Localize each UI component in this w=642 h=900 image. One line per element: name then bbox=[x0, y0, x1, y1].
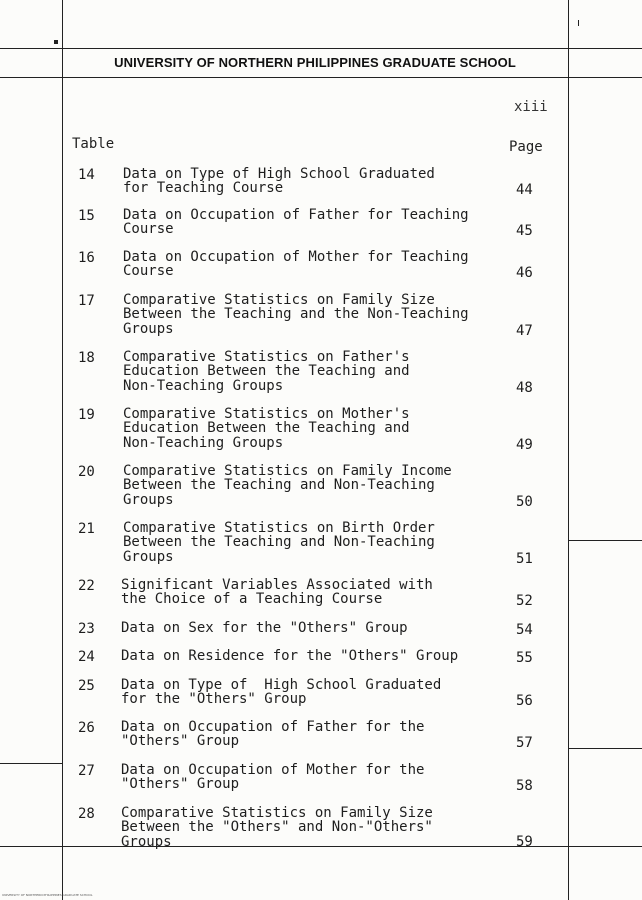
table-title: Data on Occupation of Mother for Teaching Course bbox=[123, 249, 469, 280]
page-ref: 57 bbox=[516, 735, 533, 751]
left-rule-lower bbox=[0, 763, 62, 764]
table-number: 19 bbox=[78, 407, 95, 423]
table-title: Data on Occupation of Father for the "Others" Group bbox=[121, 719, 425, 750]
table-title: Data on Type of High School Graduated for Teaching Course bbox=[123, 166, 435, 197]
page-ref: 56 bbox=[516, 693, 533, 709]
table-title: Comparative Statistics on Birth Order Between the Teaching and Non-Teaching Groups bbox=[123, 520, 435, 565]
scan-speck bbox=[54, 40, 58, 44]
page-ref: 50 bbox=[516, 494, 533, 510]
page-ref: 55 bbox=[516, 650, 533, 666]
page-ref: 54 bbox=[516, 622, 533, 638]
table-number: 17 bbox=[78, 293, 95, 309]
scan-speck bbox=[578, 20, 579, 26]
table-number: 14 bbox=[78, 167, 95, 183]
page-ref: 46 bbox=[516, 265, 533, 281]
page-ref: 58 bbox=[516, 778, 533, 794]
page-ref: 48 bbox=[516, 380, 533, 396]
table-number: 21 bbox=[78, 521, 95, 537]
page-column-heading: Page bbox=[509, 139, 543, 155]
page-ref: 49 bbox=[516, 437, 533, 453]
right-rule-lower bbox=[568, 748, 642, 749]
table-title: Comparative Statistics on Mother's Education Between the Teaching and Non-Teaching Groups bbox=[123, 406, 410, 451]
table-number: 27 bbox=[78, 763, 95, 779]
table-title: Comparative Statistics on Family Income Between the Teaching and Non-Teaching Groups bbox=[123, 463, 452, 508]
table-title: Comparative Statistics on Family Size Between the "Others" and Non-"Others" Groups bbox=[121, 805, 433, 850]
page-ref: 45 bbox=[516, 223, 533, 239]
page-ref: 59 bbox=[516, 834, 533, 850]
table-title: Data on Residence for the "Others" Group bbox=[121, 648, 459, 664]
table-number: 26 bbox=[78, 720, 95, 736]
table-title: Data on Type of High School Graduated for the "Others" Group bbox=[121, 677, 442, 708]
table-title: Comparative Statistics on Family Size Between the Teaching and the Non-Teaching Groups bbox=[123, 292, 469, 337]
table-number: 20 bbox=[78, 464, 95, 480]
table-number: 25 bbox=[78, 678, 95, 694]
table-number: 15 bbox=[78, 208, 95, 224]
table-column-heading: Table bbox=[72, 136, 115, 152]
left-margin-line bbox=[62, 0, 63, 900]
page-ref: 44 bbox=[516, 182, 533, 198]
table-title: Data on Occupation of Mother for the "Others" Group bbox=[121, 762, 425, 793]
table-title: Comparative Statistics on Father's Education Between the Teaching and Non-Teaching Groups bbox=[123, 349, 410, 394]
table-number: 23 bbox=[78, 621, 95, 637]
header-bottom-rule bbox=[0, 77, 642, 78]
page-ref: 52 bbox=[516, 593, 533, 609]
table-title: Data on Occupation of Father for Teaching Course bbox=[123, 207, 469, 238]
page-ref: 47 bbox=[516, 323, 533, 339]
right-margin-line bbox=[568, 0, 569, 900]
table-number: 22 bbox=[78, 578, 95, 594]
page-ref: 51 bbox=[516, 551, 533, 567]
right-rule-upper bbox=[568, 540, 642, 541]
table-number: 16 bbox=[78, 250, 95, 266]
table-title: Significant Variables Associated with the Choice of a Teaching Course bbox=[121, 577, 433, 608]
table-number: 18 bbox=[78, 350, 95, 366]
table-number: 28 bbox=[78, 806, 95, 822]
header-top-rule bbox=[0, 48, 642, 49]
page-number: xiii bbox=[514, 99, 548, 115]
table-title: Data on Sex for the "Others" Group bbox=[121, 620, 408, 636]
table-number: 24 bbox=[78, 649, 95, 665]
scan-microtext: UNIVERSITY OF NORTHERN PHILIPPINES GRADUATE SCHOOL bbox=[2, 893, 93, 897]
page-header: UNIVERSITY OF NORTHERN PHILIPPINES GRADUATE SCHOOL bbox=[114, 55, 516, 70]
